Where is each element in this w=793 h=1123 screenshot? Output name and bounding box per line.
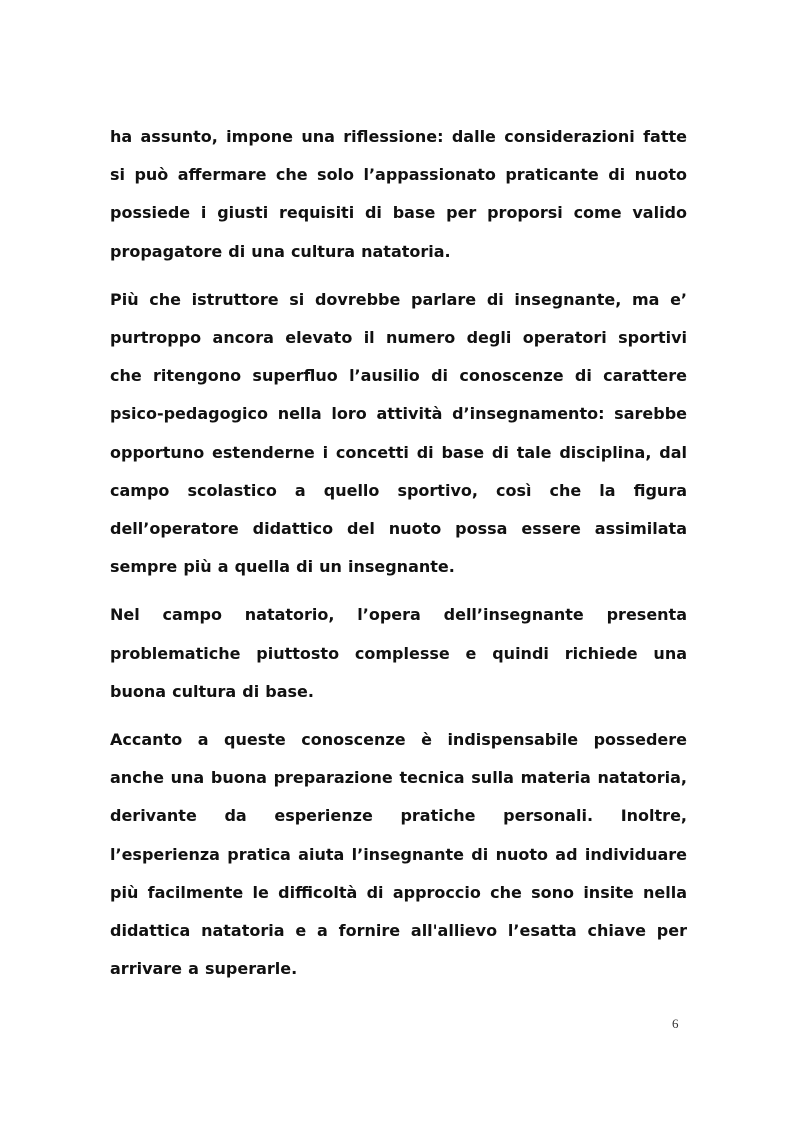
- paragraph-4: Accanto a queste conoscenze è indispensabile possedere anche una buona preparazione tecnica sulla materia natatoria, derivante da esperienze pratiche personali. Inoltre, l’esperienza pratica aiuta l’insegnante di nuoto ad individuare più facilmente le difficoltà di approccio che sono insite nella didattica natatoria e a fornire all'allievo l’esatta chiave per arrivare a superarle.: [110, 730, 687, 979]
- paragraph-1: ha assunto, impone una riflessione: dalle considerazioni fatte si può affermare che solo l’appassionato praticante di nuoto possiede i giusti requisiti di base per proporsi come valido propagatore di una cultura natatoria.: [110, 127, 687, 261]
- page-number: 6: [672, 1016, 679, 1031]
- paragraph-2: Più che istruttore si dovrebbe parlare di insegnante, ma e’ purtroppo ancora elevato il numero degli operatori sportivi che ritengono superfluo l’ausilio di conoscenze di carattere psico-pedagogico nella loro attività d’insegnamento: sarebbe opportuno estenderne i concetti di base di tale disciplina, dal campo scolastico a quello sportivo, così che la figura dell’operatore didattico del nuoto possa essere assimilata sempre più a quella di un insegnante.: [110, 289, 687, 577]
- paragraph-3: Nel campo natatorio, l’opera dell’insegnante presenta problematiche piuttosto complesse e quindi richiede una buona cultura di base.: [110, 605, 687, 701]
- body-text: [110, 118, 687, 998]
